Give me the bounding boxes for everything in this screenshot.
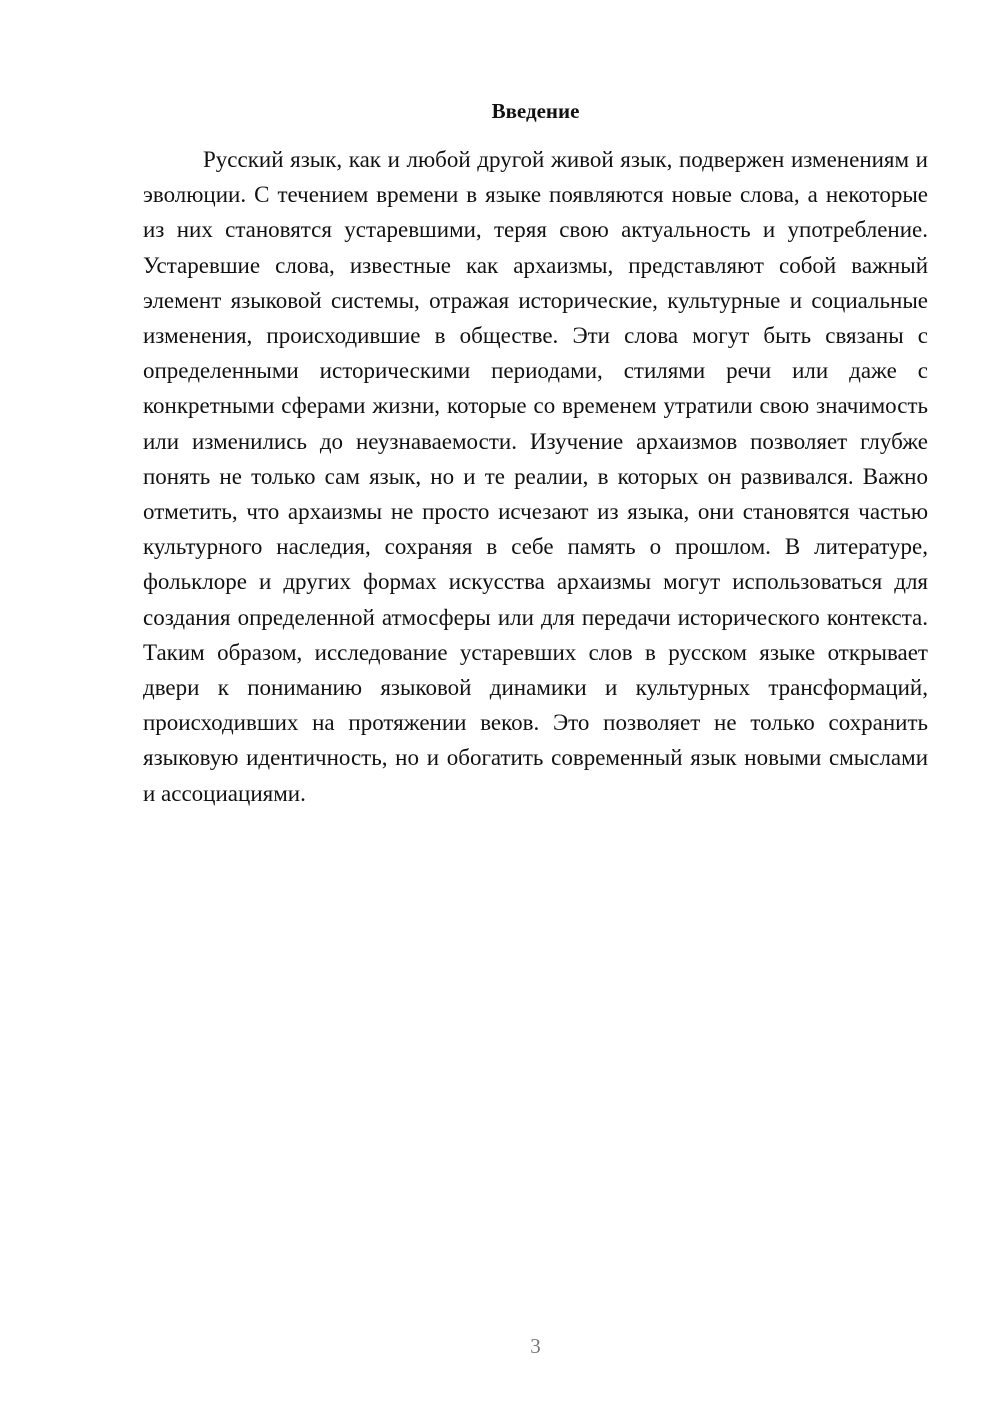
body-paragraph: Русский язык, как и любой другой живой язык, подвержен изменениям и эволюции. С течением времени в языке появляются новые слова, а некоторые из них становятся устаревшими, теряя свою актуальность и употребление. Устаревшие слова, известные как архаизмы, представляют собой важный элемент языковой системы, отражая исторические, культурные и социальные изменения, происходившие в обществе. Эти слова могут быть связаны с определенными историческими периодами, стилями речи или даже с конкретными сферами жизни, которые со временем утратили свою значимость или изменились до неузнаваемости. Изучение архаизмов позволяет глубже понять не только сам язык, но и те реалии, в которых он развивался. Важно отметить, что архаизмы не просто исчезают из языка, они становятся частью культурного наследия, сохраняя в себе память о прошлом. В литературе, фольклоре и других формах искусства архаизмы могут использоваться для создания определенной атмосферы или для передачи исторического контекста. Таким образом, исследование устаревших слов в русском языке открывает двери к пониманию языковой динамики и культурных трансформаций, происходивших на протяжении веков. Это позволяет не только сохранить языковую идентичность, но и обогатить современный язык новыми смыслами и ассоциациями. <box>143 147 928 806</box>
section-heading: Введение <box>491 99 580 123</box>
page-number: 3 <box>530 1334 541 1358</box>
